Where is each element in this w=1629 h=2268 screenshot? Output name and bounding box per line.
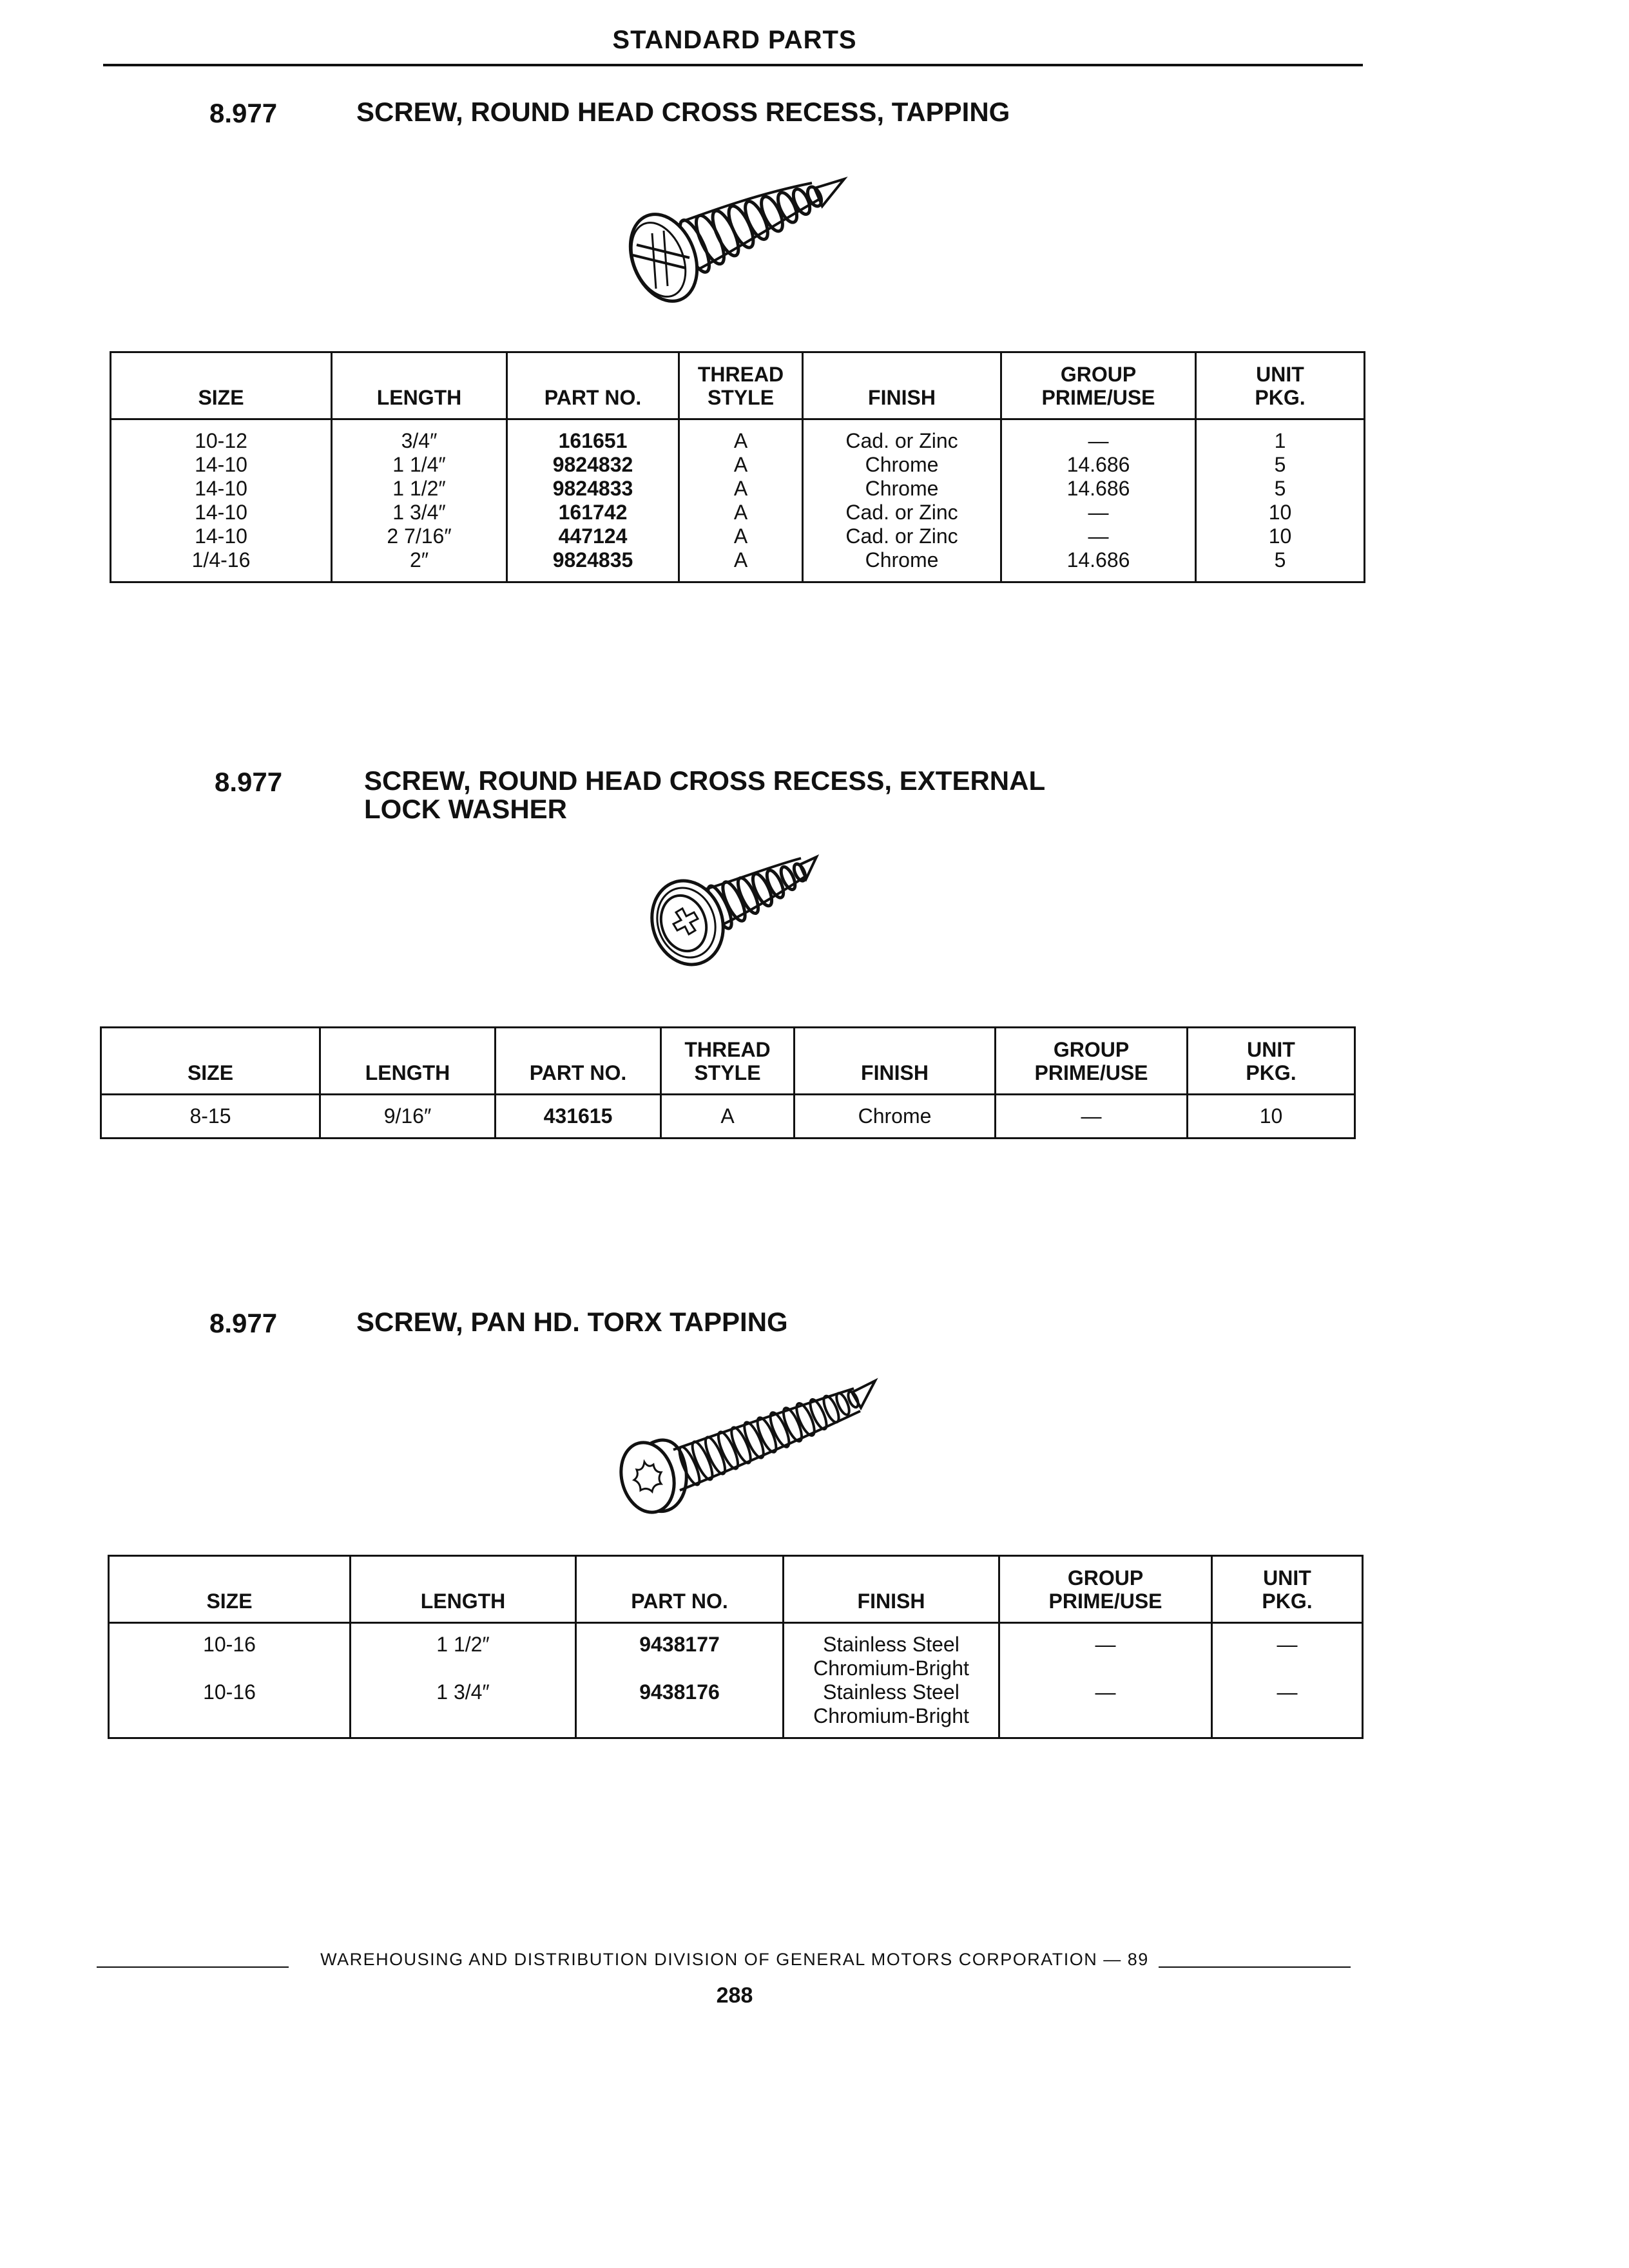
section-2-title xyxy=(364,767,1045,823)
cell-size: 14-10 xyxy=(111,524,332,548)
column-header-part-no: PART NO. xyxy=(576,1556,784,1623)
section-1-number: 8.977 xyxy=(209,98,278,128)
column-header-part-no: PART NO. xyxy=(507,352,679,419)
table-row xyxy=(111,477,1365,501)
cell-finish: Cad. or Zinc xyxy=(803,419,1001,454)
footer-text: WAREHOUSING AND DISTRIBUTION DIVISION OF GENERAL MOTORS CORPORATION — 89 xyxy=(320,1950,1149,1969)
finish-text: Stainless Steel Chromium-Bright xyxy=(813,1633,969,1680)
cell-length: 1 3/4″ xyxy=(351,1680,576,1738)
header-rule xyxy=(103,64,1363,66)
cell-group: 14.686 xyxy=(1001,548,1196,582)
group-header-text: GROUP PRIME/USE xyxy=(1041,363,1155,409)
column-header-finish: FINISH xyxy=(784,1556,999,1623)
column-header-size: SIZE xyxy=(111,352,332,419)
cell-part-no: 161742 xyxy=(507,501,679,524)
cell-unit-pkg: 5 xyxy=(1196,548,1365,582)
column-header-finish: FINISH xyxy=(803,352,1001,419)
cell-unit-pkg: 5 xyxy=(1196,453,1365,477)
cell-unit-pkg: — xyxy=(1212,1623,1363,1681)
cell-finish: Chrome xyxy=(795,1095,996,1139)
cross-recess-screw-with-lock-washer-icon xyxy=(648,850,822,973)
cell-size: 10-12 xyxy=(111,419,332,454)
table-row xyxy=(111,548,1365,582)
column-header-length: LENGTH xyxy=(320,1028,496,1095)
table-row xyxy=(109,1623,1363,1681)
round-head-slotted-tapping-screw-icon xyxy=(619,174,863,309)
section-3-number: 8.977 xyxy=(209,1308,278,1338)
cell-group: 14.686 xyxy=(1001,453,1196,477)
unit-pkg-header-text: UNIT PKG. xyxy=(1246,1038,1296,1084)
cell-size: 10-16 xyxy=(109,1623,351,1681)
column-header-finish: FINISH xyxy=(795,1028,996,1095)
column-header-group xyxy=(1001,352,1196,419)
cell-finish: Chrome xyxy=(803,453,1001,477)
cell-thread-style: A xyxy=(679,419,803,454)
cell-unit-pkg: 5 xyxy=(1196,477,1365,501)
column-header-size: SIZE xyxy=(109,1556,351,1623)
section-1-title: SCREW, ROUND HEAD CROSS RECESS, TAPPING xyxy=(356,97,1010,127)
cell-group: — xyxy=(1001,524,1196,548)
cell-group: — xyxy=(1001,501,1196,524)
pan-head-torx-tapping-screw-icon xyxy=(612,1376,883,1524)
cell-part-no: 9824833 xyxy=(507,477,679,501)
column-header-unit-pkg xyxy=(1212,1556,1363,1623)
cell-part-no: 9824835 xyxy=(507,548,679,582)
table-row xyxy=(101,1095,1355,1139)
unit-pkg-header-text: UNIT PKG. xyxy=(1255,363,1306,409)
cell-thread-style: A xyxy=(661,1095,795,1139)
cell-unit-pkg: 10 xyxy=(1188,1095,1355,1139)
finish-text: Stainless Steel Chromium-Bright xyxy=(813,1680,969,1727)
column-header-size: SIZE xyxy=(101,1028,320,1095)
table-row xyxy=(111,453,1365,477)
column-header-group xyxy=(999,1556,1212,1623)
cell-size: 8-15 xyxy=(101,1095,320,1139)
parts-table-2 xyxy=(100,1026,1356,1139)
column-header-length: LENGTH xyxy=(351,1556,576,1623)
page-header-title: STANDARD PARTS xyxy=(612,26,857,54)
cell-thread-style: A xyxy=(679,501,803,524)
table-row xyxy=(111,419,1365,454)
cell-group: — xyxy=(999,1623,1212,1681)
cell-group: — xyxy=(1001,419,1196,454)
column-header-thread-style xyxy=(661,1028,795,1095)
cell-unit-pkg: 1 xyxy=(1196,419,1365,454)
cell-group: — xyxy=(996,1095,1188,1139)
column-header-group xyxy=(996,1028,1188,1095)
cell-part-no: 431615 xyxy=(496,1095,661,1139)
table-row xyxy=(109,1680,1363,1738)
cell-part-no: 447124 xyxy=(507,524,679,548)
section-3-title: SCREW, PAN HD. TORX TAPPING xyxy=(356,1307,788,1337)
cell-length: 1 3/4″ xyxy=(332,501,507,524)
table-row xyxy=(111,524,1365,548)
column-header-length: LENGTH xyxy=(332,352,507,419)
cell-unit-pkg: — xyxy=(1212,1680,1363,1738)
cell-unit-pkg: 10 xyxy=(1196,501,1365,524)
cell-finish xyxy=(784,1623,999,1681)
cell-size: 14-10 xyxy=(111,501,332,524)
cell-part-no: 9438176 xyxy=(576,1680,784,1738)
cell-finish: Chrome xyxy=(803,548,1001,582)
group-header-text: GROUP PRIME/USE xyxy=(1048,1566,1162,1613)
cell-finish xyxy=(784,1680,999,1738)
cell-part-no: 161651 xyxy=(507,419,679,454)
section-2-number: 8.977 xyxy=(215,767,283,797)
cell-part-no: 9438177 xyxy=(576,1623,784,1681)
cell-length: 2 7/16″ xyxy=(332,524,507,548)
cell-length: 1 1/2″ xyxy=(351,1623,576,1681)
cell-thread-style: A xyxy=(679,548,803,582)
cell-group: — xyxy=(999,1680,1212,1738)
column-header-thread-style xyxy=(679,352,803,419)
cell-finish: Cad. or Zinc xyxy=(803,501,1001,524)
cell-size: 14-10 xyxy=(111,453,332,477)
cell-length: 3/4″ xyxy=(332,419,507,454)
cell-finish: Chrome xyxy=(803,477,1001,501)
parts-table-3 xyxy=(108,1555,1364,1739)
cell-thread-style: A xyxy=(679,453,803,477)
cell-length: 1 1/2″ xyxy=(332,477,507,501)
cell-size: 10-16 xyxy=(109,1680,351,1738)
page-number: 288 xyxy=(716,1983,753,2008)
section-2-title-line-2: LOCK WASHER xyxy=(364,794,567,824)
unit-pkg-header-text: UNIT PKG. xyxy=(1262,1566,1313,1613)
section-2-title-line-1: SCREW, ROUND HEAD CROSS RECESS, EXTERNAL xyxy=(364,765,1046,796)
cell-thread-style: A xyxy=(679,477,803,501)
column-header-unit-pkg xyxy=(1196,352,1365,419)
cell-unit-pkg: 10 xyxy=(1196,524,1365,548)
group-header-text: GROUP PRIME/USE xyxy=(1034,1038,1148,1084)
parts-table-1 xyxy=(110,351,1365,583)
column-header-part-no: PART NO. xyxy=(496,1028,661,1095)
cell-size: 14-10 xyxy=(111,477,332,501)
column-header-unit-pkg xyxy=(1188,1028,1355,1095)
cell-group: 14.686 xyxy=(1001,477,1196,501)
thread-style-header-text: THREAD STYLE xyxy=(684,1038,771,1084)
cell-size: 1/4-16 xyxy=(111,548,332,582)
cell-finish: Cad. or Zinc xyxy=(803,524,1001,548)
thread-style-header-text: THREAD STYLE xyxy=(697,363,784,409)
cell-length: 1 1/4″ xyxy=(332,453,507,477)
cell-part-no: 9824832 xyxy=(507,453,679,477)
cell-thread-style: A xyxy=(679,524,803,548)
cell-length: 9/16″ xyxy=(320,1095,496,1139)
cell-length: 2″ xyxy=(332,548,507,582)
table-row xyxy=(111,501,1365,524)
